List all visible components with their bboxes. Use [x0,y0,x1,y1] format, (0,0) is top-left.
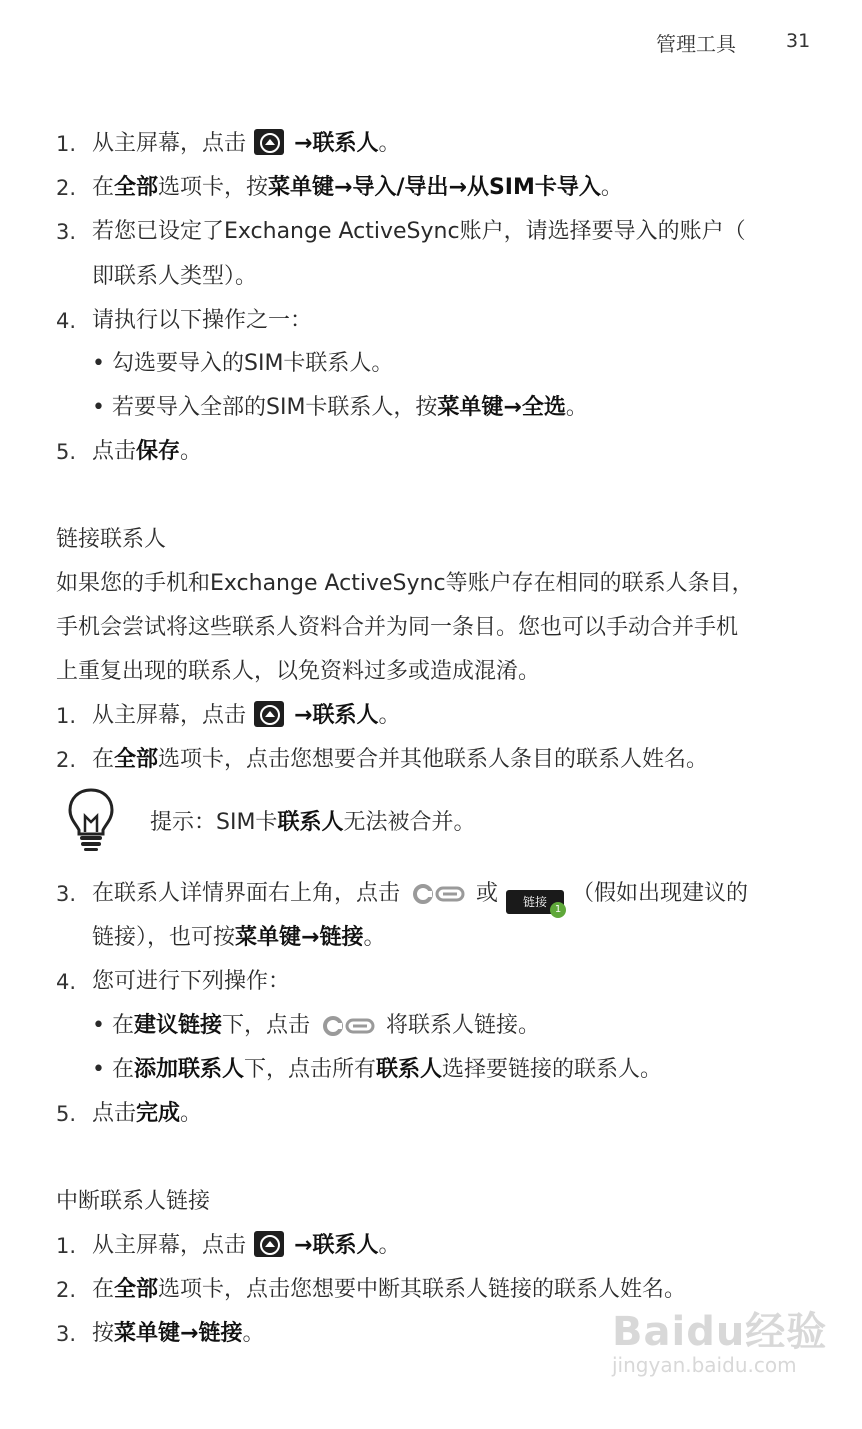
step-1-text: 从主屏幕，点击 →联系人。 [92,131,401,156]
step-5-text: 点击完成。 [92,1101,203,1126]
step-3-line-1: 在联系人详情界面右上角，点击 或 链接 1 （假如出现建议的 [92,879,748,914]
section-heading: 中断联系人链接 [56,1189,211,1214]
step-number: 1. [56,1234,77,1258]
paragraph-line: 上重复出现的联系人，以免资料过多或造成混淆。 [56,659,541,684]
bullet-1: • 勾选要导入的SIM卡联系人。 [92,351,394,376]
step-number: 4. [56,970,77,994]
section-heading: 链接联系人 [56,527,167,552]
step-number: 2. [56,748,77,772]
step-2-text: 在全部选项卡，按菜单键→导入/导出→从SIM卡导入。 [92,175,623,200]
baidu-watermark: Baidu经验 jingyan.baidu.com [612,1309,828,1377]
paragraph-line: 手机会尝试将这些联系人资料合并为同一条目。您也可以手动合并手机 [56,615,739,640]
home-arrow-icon [254,1231,284,1257]
home-arrow-icon [254,701,284,727]
step-5-text: 点击保存。 [92,439,203,464]
step-number: 3. [56,220,77,244]
tip-text: 提示：SIM卡联系人无法被合并。 [150,810,476,835]
step-number: 2. [56,1278,77,1302]
link-button-icon: 链接 1 [506,890,564,914]
step-3-line-2: 链接），也可按菜单键→链接。 [92,925,386,950]
home-arrow-icon [254,129,284,155]
link-chain-icon [320,1014,376,1038]
bullet-2: • 若要导入全部的SIM卡联系人，按菜单键→全选。 [92,395,588,420]
paragraph-line: 如果您的手机和Exchange ActiveSync等账户存在相同的联系人条目， [56,571,754,596]
step-number: 4. [56,309,77,333]
step-3-text: 按菜单键→链接。 [92,1321,265,1346]
step-3-line-1: 若您已设定了Exchange ActiveSync账户，请选择要导入的账户（ [92,219,746,244]
step-number: 3. [56,882,77,906]
step-number: 3. [56,1322,77,1346]
section-title: 管理工具 [656,32,736,56]
step-4-text: 您可进行下列操作： [92,969,291,994]
step-2-text: 在全部选项卡，点击您想要合并其他联系人条目的联系人姓名。 [92,747,709,772]
bullet-2: • 在添加联系人下，点击所有联系人选择要链接的联系人。 [92,1057,663,1082]
step-4-text: 请执行以下操作之一： [92,308,313,333]
step-2-text: 在全部选项卡，点击您想要中断其联系人链接的联系人姓名。 [92,1277,687,1302]
step-number: 5. [56,440,77,464]
link-chain-icon [410,882,466,906]
lightbulb-icon [66,786,116,852]
step-1-text: 从主屏幕，点击 →联系人。 [92,1233,401,1258]
bullet-1: • 在建议链接下，点击 将联系人链接。 [92,1013,541,1038]
step-number: 2. [56,176,77,200]
page-number: 31 [786,30,811,52]
step-3-line-2: 即联系人类型）。 [92,264,258,289]
step-number: 1. [56,704,77,728]
step-number: 5. [56,1102,77,1126]
step-1-text: 从主屏幕，点击 →联系人。 [92,703,401,728]
step-number: 1. [56,132,77,156]
